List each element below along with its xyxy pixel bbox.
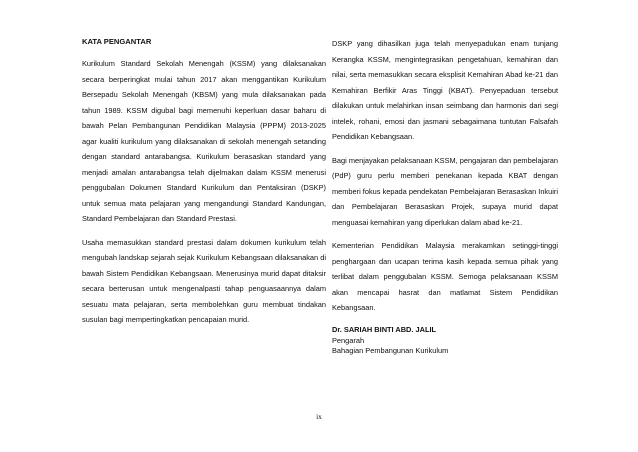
paragraph-acknowledgement: Kementerian Pendidikan Malaysia merakamkan setinggi-tinggi penghargaan dan ucapan terima kasih kepada semua pihak yang terlibat dalam penggubalan KSSM. Semoga pelaksanaan KSSM akan mencapai hasrat dan matlamat Sistem Pendidikan Kebangsaan.: [332, 241, 558, 312]
signature-block: [332, 324, 558, 356]
page-number: ix: [316, 412, 322, 421]
paragraph-dskp: DSKP yang dihasilkan juga telah menyepadukan enam tunjang Kerangka KSSM, mengintegrasikan pengetahuan, kemahiran dan nilai, serta memasukkan secara eksplisit Kemahiran Abad ke-21 dan Kemahiran Berfikir Aras Tinggi (KBAT). Penyepaduan tersebut dilakukan untuk melahirkan insan seimbang dan harmonis dari segi intelek, rohani, emosi dan jasmani sebagaimana tuntutan Falsafah Pendidikan Kebangsaan.: [332, 39, 558, 141]
paragraph-kssm-intro: Kurikulum Standard Sekolah Menengah (KSSM) yang dilaksanakan secara berperingkat mulai tahun 2017 akan menggantikan Kurikulum Bersepadu Sekolah Menengah (KBSM) yang mula dilaksanakan pada tahun 1989. KSSM digubal bagi memenuhi keperluan dasar baharu di bawah Pelan Pembangunan Pendidikan Malaysia (PPPM) 2013-2025 agar kualiti kurikulum yang dilaksanakan di sekolah menengah setanding dengan standard antarabangsa. Kurikulum berasaskan standard yang menjadi amalan antarabangsa telah dijelmakan dalam KSSM menerusi penggubalan Dokumen Standard Kurikulum dan Pentaksiran (DSKP) untuk semua mata pelajaran yang mengandungi Standard Kandungan, Standard Pembelajaran dan Standard Prestasi.: [82, 59, 326, 223]
signature-title: Pengarah: [332, 335, 365, 345]
paragraph-kbat: Bagi menjayakan pelaksanaan KSSM, pengajaran dan pembelajaran (PdP) guru perlu memberi penekanan kepada KBAT dengan memberi fokus kepada pendekatan Pembelajaran Berasaskan Inkuiri dan Pembelajaran Berasaskan Projek, supaya murid dapat menguasai kemahiran yang diperlukan dalam abad ke-21.: [332, 155, 558, 227]
signature-department: Bahagian Pembangunan Kurikulum: [332, 345, 449, 355]
paragraph-standard-prestasi: Usaha memasukkan standard prestasi dalam dokumen kurikulum telah mengubah landskap sejarah sejak Kurikulum Kebangsaan dilaksanakan di bawah Sistem Pendidikan Kebangsaan. Menerusinya murid dapat ditaksir secara berterusan untuk mengenalpasti tahap penguasaannya dalam sesuatu mata pelajaran, serta membolehkan guru membuat tindakan susulan bagi mempertingkatkan pencapaian murid.: [82, 237, 326, 324]
page-title: KATA PENGANTAR: [82, 37, 152, 46]
right-column: [332, 36, 558, 356]
left-column: [82, 36, 326, 336]
signature-name: Dr. SARIAH BINTI ABD. JALIL: [332, 324, 437, 334]
